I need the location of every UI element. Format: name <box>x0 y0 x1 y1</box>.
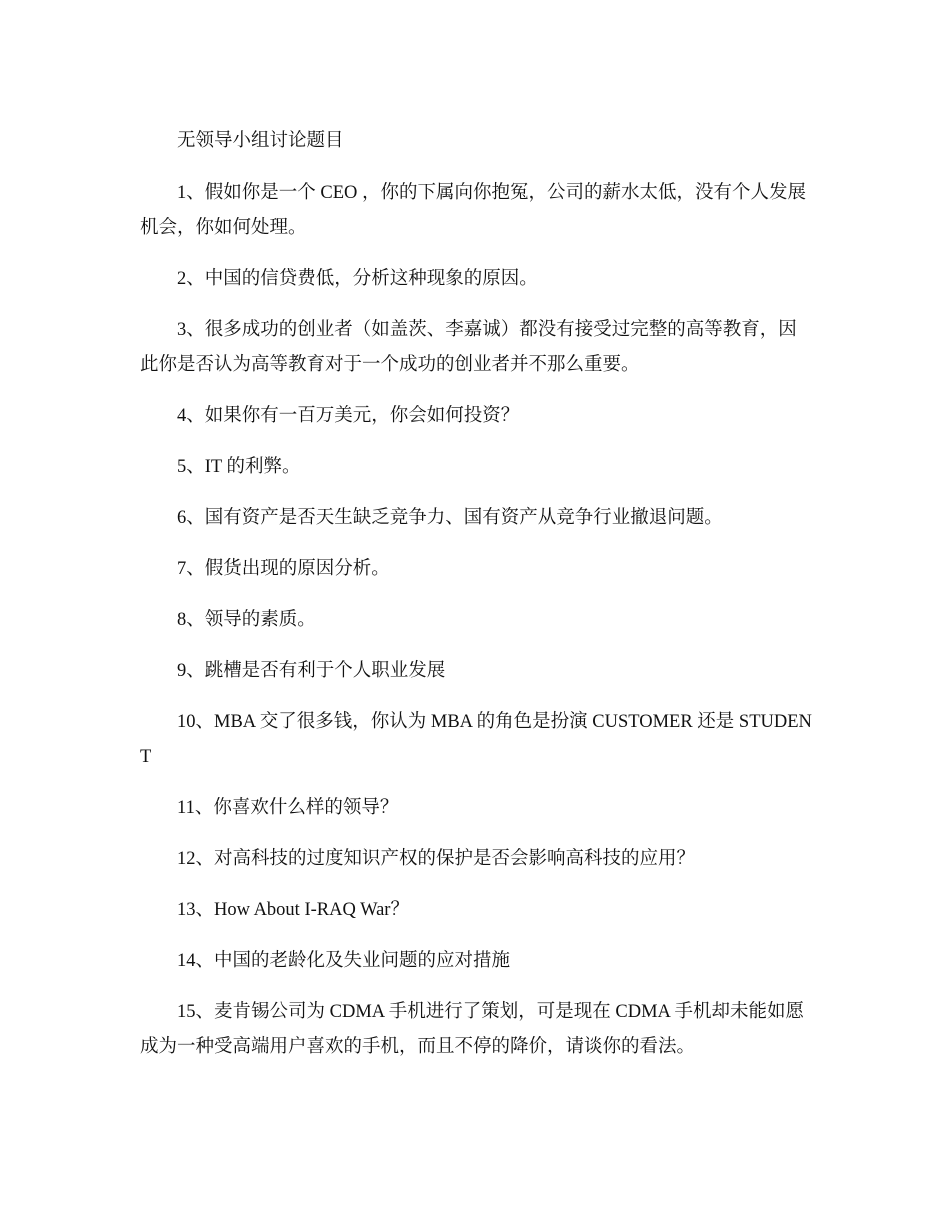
question-2: 2、中国的信贷费低，分析这种现象的原因。 <box>177 269 538 289</box>
question-13: 13、How About I-RAQ War？ <box>177 900 409 920</box>
question-10: 10、MBA 交了很多钱，你认为 MBA 的角色是扮演 CUSTOMER 还是 STUDENT <box>140 712 812 767</box>
question-11: 11、你喜欢什么样的领导？ <box>177 798 399 818</box>
question-5: 5、IT 的利弊。 <box>177 457 301 477</box>
document-title: 无领导小组讨论题目 <box>177 131 344 151</box>
question-12: 12、对高科技的过度知识产权的保护是否会影响高科技的应用？ <box>177 849 696 869</box>
question-3: 3、很多成功的创业者（如盖茨、李嘉诚）都没有接受过完整的高等教育，因此你是否认为高等教育对于一个成功的创业者并不那么重要。 <box>140 320 797 375</box>
question-14: 14、中国的老龄化及失业问题的应对措施 <box>177 951 511 971</box>
question-15: 15、麦肯锡公司为 CDMA 手机进行了策划，可是现在 CDMA 手机却未能如愿成为一种受高端用户喜欢的手机，而且不停的降价，请谈你的看法。 <box>140 1002 804 1057</box>
question-6: 6、国有资产是否天生缺乏竞争力、国有资产从竞争行业撤退问题。 <box>177 508 723 528</box>
document-content <box>140 124 815 1081</box>
question-7: 7、假货出现的原因分析。 <box>177 559 390 579</box>
question-1: 1、假如你是一个 CEO ，你的下属向你抱冤，公司的薪水太低，没有个人发展机会，你如何处理。 <box>140 183 807 238</box>
question-9: 9、跳槽是否有利于个人职业发展 <box>177 661 446 681</box>
question-4: 4、如果你有一百万美元，你会如何投资？ <box>177 406 520 426</box>
question-8: 8、领导的素质。 <box>177 610 316 630</box>
